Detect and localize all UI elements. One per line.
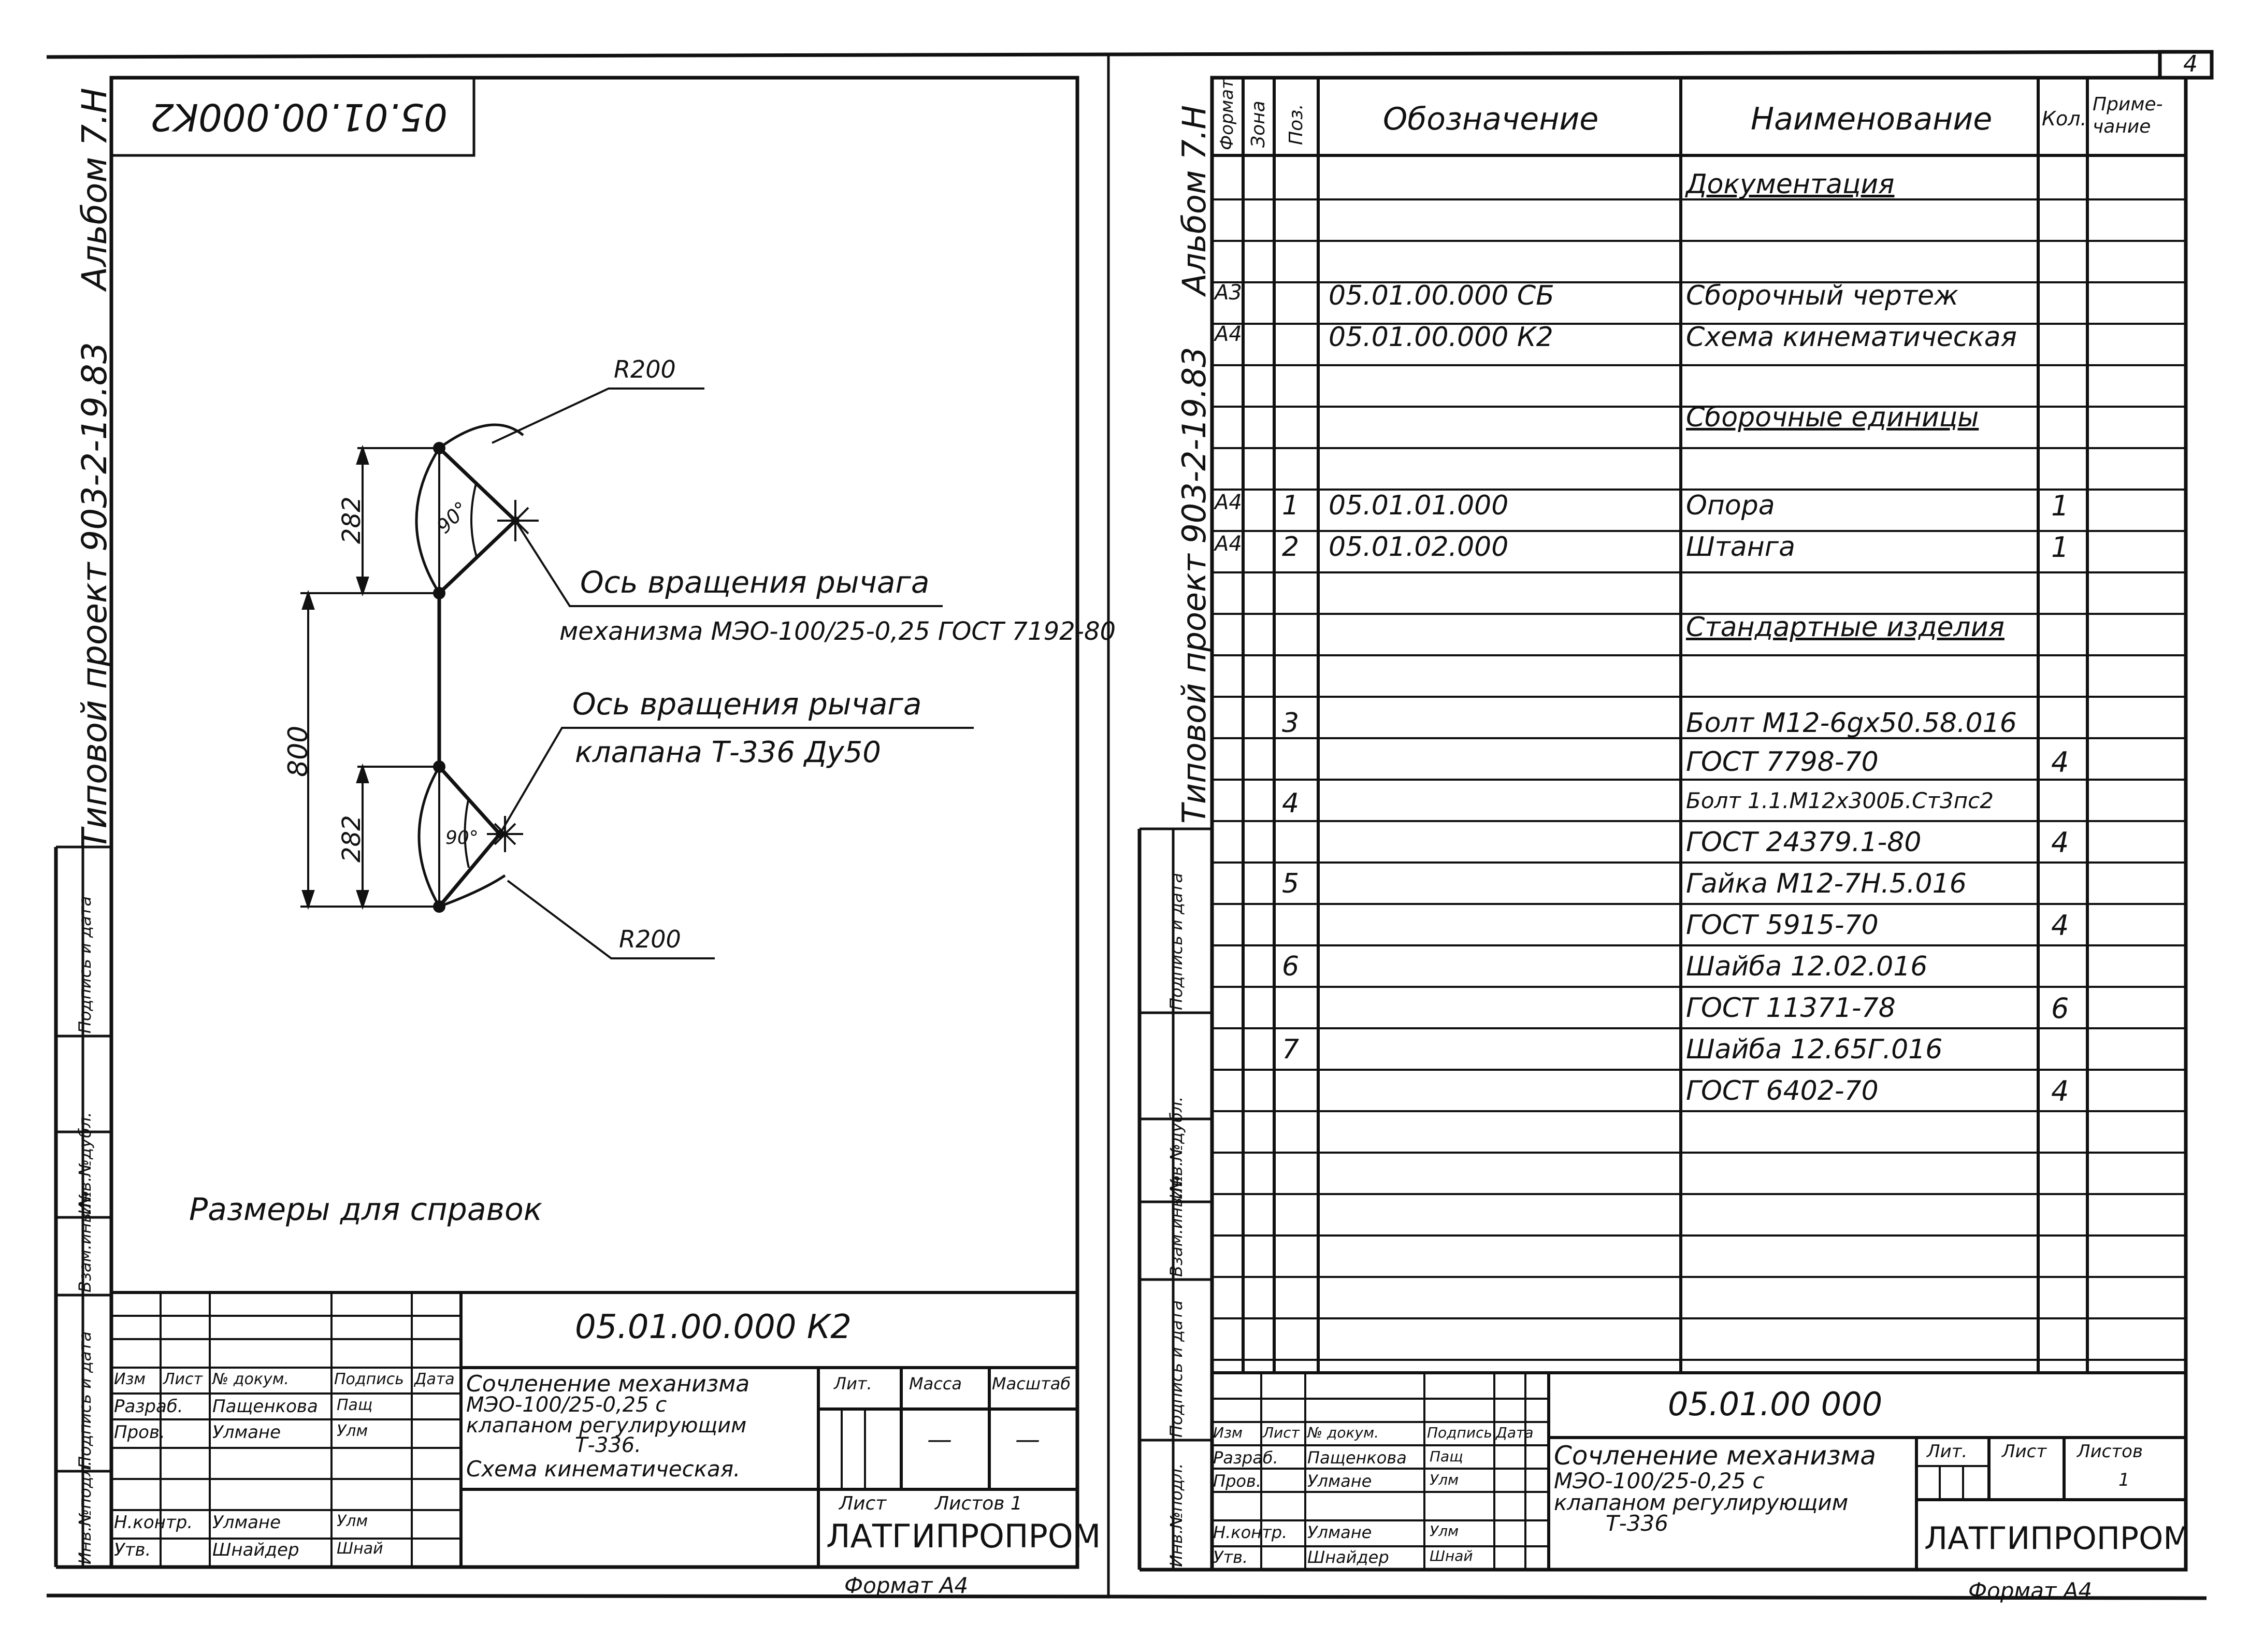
label-angle-top: 90° (432, 497, 473, 538)
right-name-1: Улмане (1307, 1471, 1372, 1491)
left-scale: Масштаб (992, 1374, 1071, 1394)
r-side-label-inv-dubl: Инв.№дубл. (1166, 1096, 1186, 1199)
spec-row-designation: 05.01.00.000 СБ (1329, 280, 1554, 311)
side-label-sign-date-1: Подпись и дата (75, 1331, 95, 1469)
spec-row-name: Документация (1686, 169, 1895, 200)
spec-row-name: Болт М12-6gх50.58.016 (1686, 708, 2017, 739)
axis1-line1: Ось вращения рычага (580, 565, 930, 600)
spec-row-name: Шайба 12.65Г.016 (1686, 1034, 1943, 1065)
right-name-2: Улмане (1307, 1522, 1372, 1542)
right-sheets: Листов (2077, 1441, 2143, 1462)
left-mass: Масса (909, 1374, 962, 1394)
spec-row-pos: 5 (1282, 868, 1300, 899)
spec-row-name: Шайба 12.02.016 (1686, 951, 1928, 982)
right-doc-code: 05.01.00 000 (1668, 1385, 1883, 1423)
spec-row-designation: 05.01.00.000 К2 (1329, 322, 1553, 353)
lower-lever-arm-1 (439, 767, 500, 834)
project-label-right: Типовой проект 903-2-19.83 (1175, 347, 1213, 824)
spec-row-name: ГОСТ 7798-70 (1686, 746, 1879, 778)
hdr-zone: Зона (1248, 100, 1269, 148)
axis1-line2: механизма МЭО-100/25-0,25 ГОСТ 7192-80 (559, 617, 1116, 646)
spec-row-name: ГОСТ 5915-70 (1686, 910, 1879, 941)
right-hdr-sign: Подпись (1427, 1424, 1492, 1441)
spec-row-name: ГОСТ 6402-70 (1686, 1075, 1879, 1107)
r-side-label-inv-podl: Инв.№подл. (1166, 1463, 1186, 1567)
label-r200-bottom: R200 (619, 925, 681, 953)
left-name-0: Пащенкова (212, 1396, 318, 1417)
spec-row-designation: 05.01.01.000 (1329, 490, 1509, 521)
left-title-line-2: МЭО-100/25-0,25 с (466, 1393, 667, 1417)
right-sign-3: Шнай (1430, 1547, 1473, 1564)
right-sign-2: Улм (1430, 1522, 1459, 1540)
label-dim-282-top: 282 (337, 496, 366, 544)
right-role-0: Разраб. (1213, 1448, 1278, 1468)
spec-row-pos: 3 (1282, 708, 1300, 739)
right-hdr-izm: Изм (1213, 1424, 1243, 1441)
side-label-vzam-inv: Взам.инв.№ (75, 1190, 95, 1292)
left-dash-scale: — (1015, 1425, 1040, 1454)
hdr-name: Наименование (1751, 101, 1993, 137)
spec-row-qty: 4 (2051, 746, 2069, 779)
left-name-3: Шнайдер (212, 1540, 299, 1560)
side-label-inv-podl: Инв.№подл. (75, 1460, 95, 1564)
label-dim-282-bottom: 282 (337, 815, 366, 863)
left-sign-1: Улм (337, 1422, 368, 1440)
right-sign-1: Улм (1430, 1471, 1459, 1488)
spec-row-pos: 1 (1282, 490, 1300, 521)
spec-row-qty: 4 (2051, 1075, 2069, 1108)
left-hdr-izm: Изм (114, 1370, 146, 1388)
spec-row-qty: 4 (2051, 909, 2069, 942)
left-name-2: Улмане (212, 1512, 281, 1533)
spec-row-name: Болт 1.1.М12х300Б.Ст3пс2 (1686, 788, 1994, 813)
lower-arc-outer (439, 875, 505, 907)
left-lit: Лит. (834, 1374, 872, 1394)
hdr-qty: Кол. (2042, 107, 2087, 130)
spec-row-pos: 6 (1282, 951, 1300, 982)
left-title-line-3: клапаном регулирующим (466, 1414, 747, 1438)
right-title-line-2: МЭО-100/25-0,25 с (1554, 1468, 1765, 1493)
spec-row-format: А4 (1215, 322, 1242, 346)
lower-pivot-mark (487, 816, 523, 852)
r200-top-leader (492, 389, 704, 443)
right-role-3: Утв. (1213, 1547, 1248, 1567)
spec-row-name: Опора (1686, 490, 1775, 521)
left-hdr-date: Дата (414, 1370, 455, 1388)
axis2-line1: Ось вращения рычага (572, 686, 922, 722)
left-role-2: Н.контр. (114, 1512, 193, 1533)
spec-row-pos: 7 (1282, 1034, 1300, 1065)
note-sizes-for-reference: Размеры для справок (189, 1191, 542, 1228)
left-role-0: Разраб. (114, 1396, 183, 1417)
left-sheet: Лист (839, 1493, 887, 1514)
right-name-0: Пащенкова (1307, 1448, 1407, 1468)
right-hdr-doc: № докум. (1307, 1424, 1379, 1441)
right-sheet: Лист (2002, 1441, 2047, 1462)
right-org: ЛАТГИПРОПРОМ (1924, 1520, 2190, 1557)
spec-row-name: Сборочный чертеж (1686, 280, 1958, 311)
spec-row-format: А4 (1215, 532, 1242, 556)
spec-row-format: А4 (1215, 491, 1242, 514)
left-role-1: Пров. (114, 1422, 165, 1443)
lower-arc (419, 767, 439, 907)
axis2-line2: клапана Т-336 Ду50 (575, 736, 881, 769)
spec-row-name: Схема кинематическая (1686, 322, 2017, 353)
left-sign-3: Шнай (337, 1540, 383, 1558)
r200-bottom-leader (508, 881, 715, 958)
spec-row-name: Гайка М12-7Н.5.016 (1686, 868, 1967, 899)
left-hdr-doc: № докум. (212, 1370, 289, 1388)
hdr-pos: Поз. (1286, 104, 1307, 145)
spec-row-designation: 05.01.02.000 (1329, 531, 1509, 563)
spec-row-name: ГОСТ 24379.1-80 (1686, 827, 1922, 858)
project-label-left: Типовой проект 903-2-19.83 (75, 342, 114, 850)
stamp-code-inverted: 05.01.00.000K2 (150, 95, 448, 139)
spec-row-name: ГОСТ 11371-78 (1686, 993, 1896, 1024)
right-title-line-3: клапаном регулирующим (1554, 1490, 1849, 1515)
label-angle-bottom: 90° (445, 827, 479, 849)
spec-row-qty: 4 (2051, 826, 2069, 859)
album-label-right: Альбом 7.Н (1175, 105, 1213, 295)
r-side-label-sign-date-1: Подпись и дата (1166, 1300, 1186, 1438)
upper-arc-outer (439, 425, 523, 448)
hdr-designation: Обозначение (1383, 101, 1599, 137)
label-dim-800: 800 (283, 725, 314, 777)
left-title-line-1: Сочленение механизма (466, 1371, 750, 1397)
hdr-format: Формат (1217, 79, 1237, 150)
left-sign-0: Пащ (337, 1396, 373, 1414)
left-dash-mass: — (927, 1425, 952, 1454)
left-subtitle: Схема кинематическая. (466, 1456, 741, 1482)
spec-row-pos: 4 (1282, 788, 1300, 819)
side-label-inv-dubl: Инв.№дубл. (75, 1112, 95, 1215)
right-title-line-4: Т-336 (1606, 1511, 1668, 1536)
spec-row-qty: 1 (2051, 490, 2069, 522)
spec-row-name: Сборочные единицы (1686, 402, 1979, 433)
right-hdr-list: Лист (1263, 1424, 1300, 1441)
left-org: ЛАТГИПРОПРОМ (826, 1517, 1101, 1555)
left-role-3: Утв. (114, 1540, 151, 1560)
album-label-left: Альбом 7.Н (75, 88, 114, 290)
spec-row-name: Штанга (1686, 531, 1795, 563)
right-sheets-value: 1 (2118, 1470, 2130, 1490)
spec-row-qty: 1 (2051, 531, 2069, 564)
right-name-3: Шнайдер (1307, 1547, 1389, 1567)
right-role-2: Н.контр. (1213, 1522, 1288, 1542)
side-label-sign-date-2: Подпись и дата (75, 896, 95, 1033)
r-side-label-sign-date-2: Подпись и дата (1166, 872, 1186, 1010)
left-sign-2: Улм (337, 1512, 368, 1530)
spec-row-format: А3 (1215, 281, 1242, 305)
right-format: Формат А4 (1968, 1578, 2093, 1603)
left-doc-code: 05.01.00.000 К2 (575, 1308, 852, 1346)
left-sheets: Листов 1 (935, 1493, 1022, 1514)
right-sign-0: Пащ (1430, 1448, 1463, 1465)
spec-row-pos: 2 (1282, 531, 1300, 563)
right-lit: Лит. (1927, 1441, 1968, 1462)
spec-row-name: Стандартные изделия (1686, 612, 2005, 643)
spec-row-qty: 6 (2051, 992, 2069, 1025)
page-number: 4 (2183, 51, 2198, 77)
r-side-label-vzam-inv: Взам.инв.№ (1166, 1175, 1186, 1277)
label-r200-top: R200 (614, 355, 676, 383)
left-format: Формат А4 (844, 1573, 969, 1598)
left-hdr-sign: Подпись (334, 1370, 404, 1388)
left-hdr-list: Лист (163, 1370, 203, 1388)
left-title-line-4: Т-336. (575, 1433, 641, 1457)
right-hdr-date: Дата (1496, 1424, 1534, 1441)
left-name-1: Улмане (212, 1422, 281, 1443)
right-title-line-1: Сочленение механизма (1554, 1441, 1876, 1471)
hdr-note: Приме-чание (2093, 94, 2163, 138)
right-role-1: Пров. (1213, 1471, 1261, 1491)
